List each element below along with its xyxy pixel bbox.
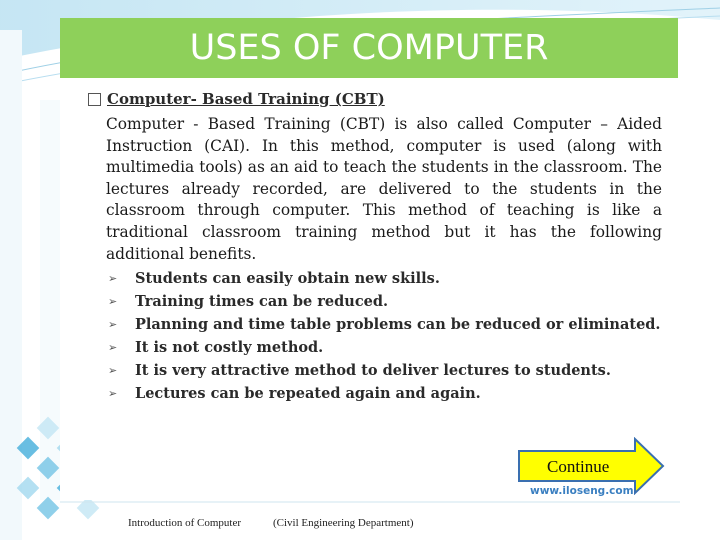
benefits-list	[108, 267, 660, 405]
watermark: www.ilosеng.com	[530, 485, 634, 497]
continue-button-label: Continue	[547, 457, 610, 476]
list-item-text: Students can easily obtain new skills.	[135, 270, 440, 287]
arrow-bullet-icon: ➢	[108, 341, 118, 354]
section-heading-text: Computer- Based Training (CBT)	[107, 90, 385, 108]
list-item	[108, 267, 660, 290]
list-item-text: Lectures can be repeated again and again.	[135, 385, 481, 402]
checkbox-icon	[88, 93, 101, 106]
footer-department: (Civil Engineering Department)	[273, 517, 414, 529]
list-item-text: It is very attractive method to deliver lectures to students.	[135, 362, 611, 379]
list-item	[108, 382, 660, 405]
list-item	[108, 313, 660, 336]
section-heading	[88, 90, 385, 108]
footer-course-title: Introduction of Computer	[128, 517, 242, 529]
list-item	[108, 359, 660, 382]
list-item-text: Training times can be reduced.	[135, 293, 389, 310]
list-item	[108, 290, 660, 313]
list-item	[108, 336, 660, 359]
slide-title: USES OF COMPUTER	[189, 28, 549, 68]
arrow-bullet-icon: ➢	[108, 318, 118, 331]
arrow-bullet-icon: ➢	[108, 387, 118, 400]
title-bar	[60, 18, 678, 78]
list-item-text: Planning and time table problems can be reduced or eliminated.	[135, 316, 661, 333]
arrow-bullet-icon: ➢	[108, 364, 118, 377]
arrow-bullet-icon: ➢	[108, 272, 118, 285]
list-item-text: It is not costly method.	[135, 339, 324, 356]
arrow-bullet-icon: ➢	[108, 295, 118, 308]
description-paragraph: Computer - Based Training (CBT) is also called Computer – Aided Instruction (CAI). In this method, computer is used (along with multimedia tools) as an aid to teach the students in the classroom. The lectures already recorded, are delivered to the students in the classroom through computer. This method of teaching is like a traditional classroom training method but it has the following additional benefits.	[106, 115, 662, 263]
